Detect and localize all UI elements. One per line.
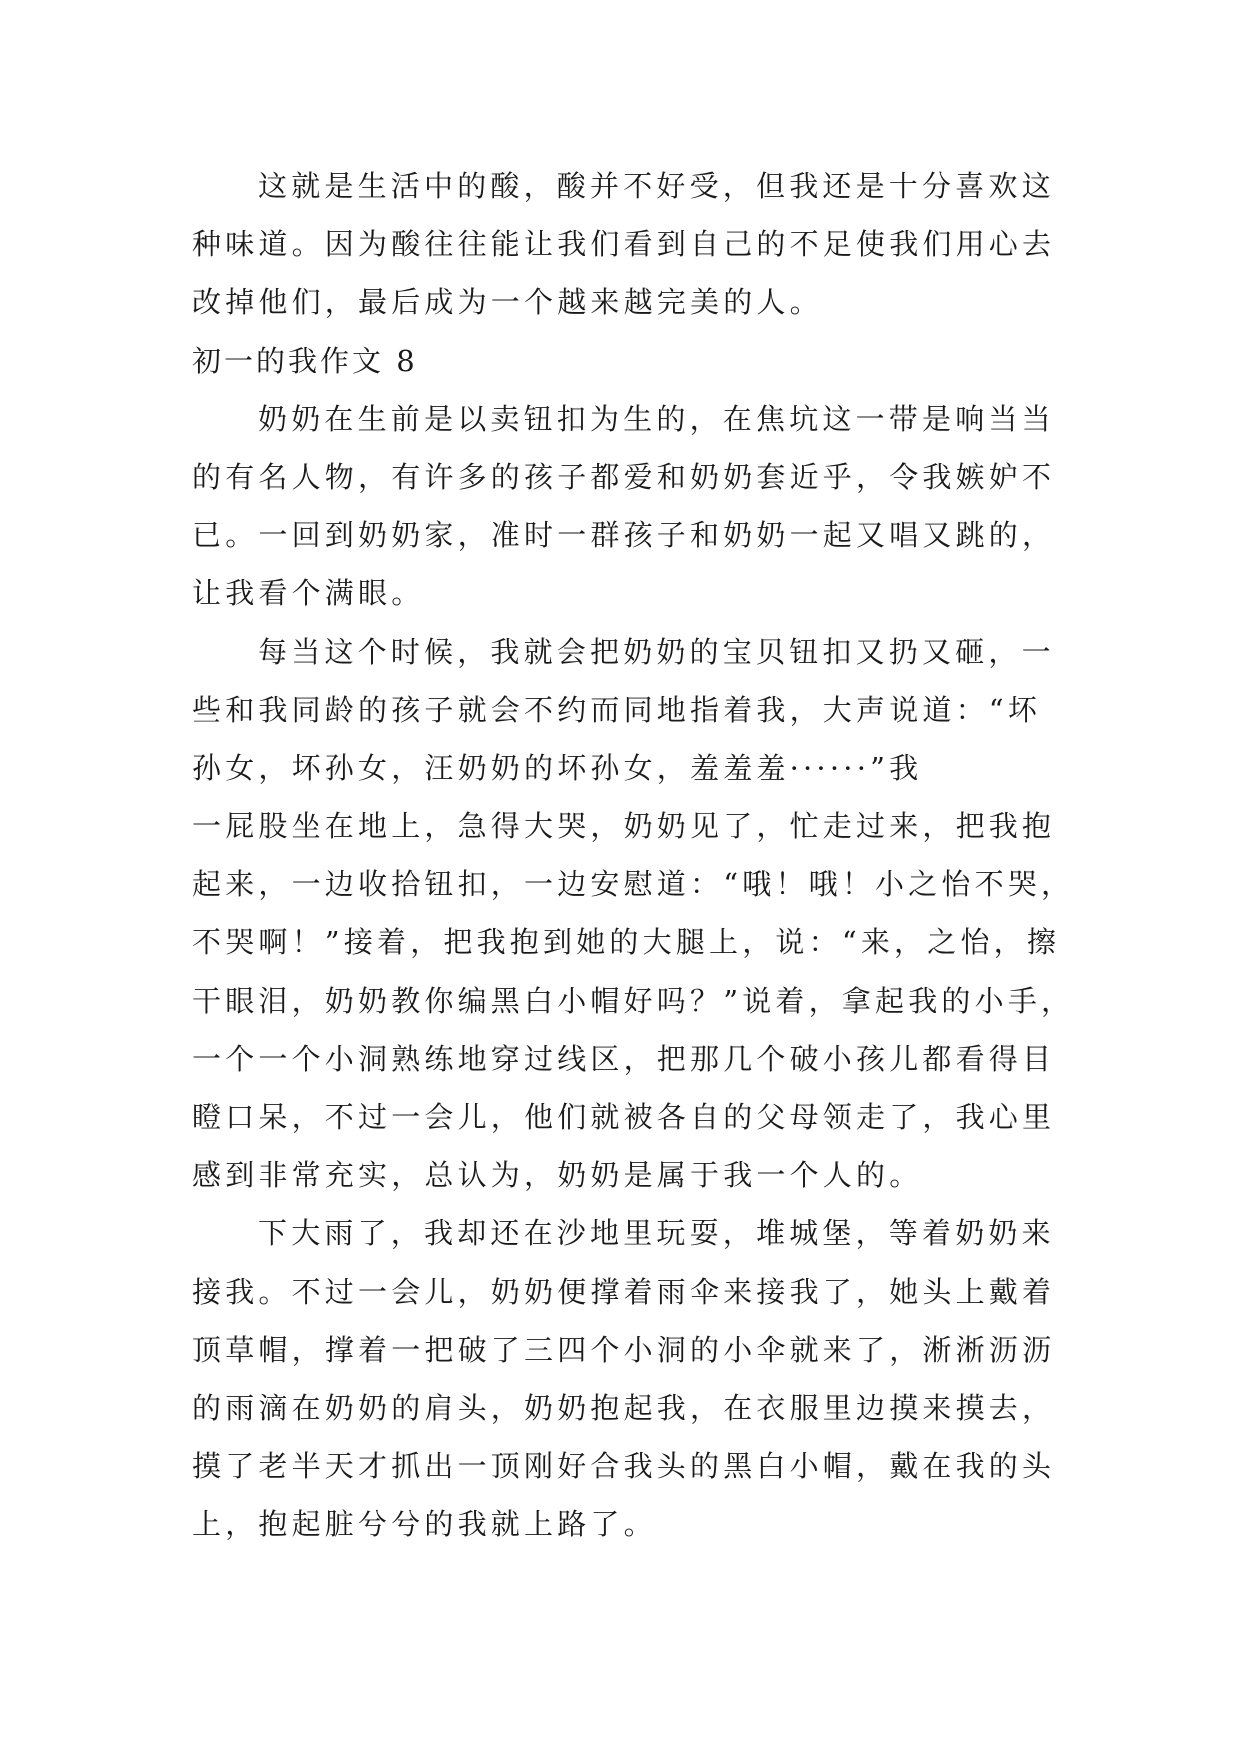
text-line: 接我。不过一会儿，奶奶便撑着雨伞来接我了，她头上戴着 bbox=[192, 1274, 1056, 1309]
paragraph bbox=[192, 390, 1054, 623]
paragraph bbox=[192, 623, 1075, 1205]
text-line: 的有名人物，有许多的孩子都爱和奶奶套近乎，令我嫉妒不 bbox=[192, 459, 1056, 494]
text-line: 一个一个小洞熟练地穿过线区，把那几个破小孩儿都看得目 bbox=[192, 1041, 1056, 1076]
text-line: 干眼泪，奶奶教你编黑白小帽好吗？”说着，拿起我的小手， bbox=[192, 983, 1075, 1018]
text-line: 这就是生活中的酸，酸并不好受，但我还是十分喜欢这 bbox=[258, 169, 1055, 203]
text-line: 每当这个时候，我就会把奶奶的宝贝钮扣又扔又砸，一 bbox=[258, 634, 1055, 669]
text-line: 些和我同龄的孩子就会不约而同地指着我，大声说道：“坏 bbox=[192, 692, 1042, 727]
text-line: 下大雨了，我却还在沙地里玩耍，堆城堡，等着奶奶来 bbox=[258, 1216, 1055, 1251]
text-line: 顶草帽，撑着一把破了三四个小洞的小伞就来了，淅淅沥沥 bbox=[192, 1332, 1056, 1367]
text-line: 瞪口呆，不过一会儿，他们就被各自的父母领走了，我心里 bbox=[192, 1100, 1056, 1134]
text-line: 让我看个满眼。 bbox=[192, 576, 425, 611]
text-line: 不哭啊！”接着，把我抱到她的大腿上，说：“来，之怡，擦 bbox=[192, 925, 1061, 960]
text-line: 一屁股坐在地上，急得大哭，奶奶见了，忙走过来，把我抱 bbox=[192, 809, 1056, 844]
text-line: 感到非常充实，总认为，奶奶是属于我一个人的。 bbox=[192, 1158, 923, 1193]
text-line: 种味道。因为酸往往能让我们看到自己的不足使我们用心去 bbox=[192, 227, 1056, 262]
text-line: 摸了老半天才抓出一顶刚好合我头的黑白小帽，戴在我的头 bbox=[192, 1449, 1056, 1484]
text-line: 的雨滴在奶奶的肩头，奶奶抱起我，在衣服里边摸来摸去， bbox=[192, 1390, 1056, 1425]
document-body bbox=[192, 157, 1075, 1554]
text-line: 已。一回到奶奶家，准时一群孩子和奶奶一起又唱又跳的， bbox=[192, 518, 1056, 553]
paragraph bbox=[192, 1204, 1054, 1553]
text-line: 孙女，坏孙女，汪奶奶的坏孙女，羞羞羞······”我 bbox=[192, 750, 923, 785]
paragraph bbox=[192, 157, 1054, 332]
text-line: 起来，一边收拾钮扣，一边安慰道：“哦！哦！小之怡不哭， bbox=[192, 867, 1075, 902]
text-line: 上，抱起脏兮兮的我就上路了。 bbox=[192, 1507, 657, 1542]
text-line: 改掉他们，最后成为一个越来越完美的人。 bbox=[192, 285, 823, 320]
essay-heading: 初一的我作文 8 bbox=[192, 343, 418, 378]
text-line: 奶奶在生前是以卖钮扣为生的，在焦坑这一带是响当当 bbox=[258, 401, 1055, 436]
